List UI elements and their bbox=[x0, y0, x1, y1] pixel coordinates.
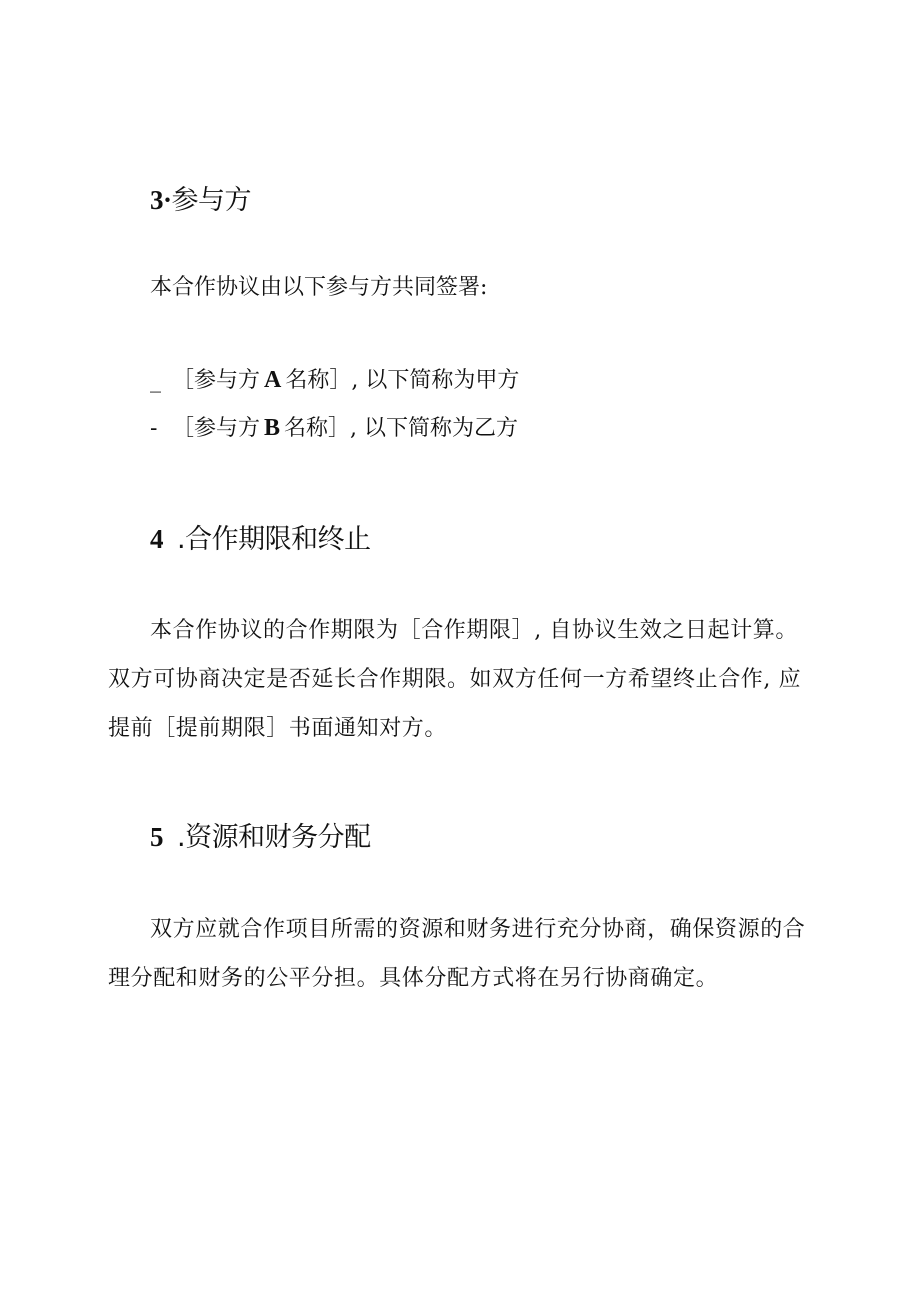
section-5-number: 5 bbox=[150, 822, 163, 852]
section-3-heading bbox=[150, 178, 251, 217]
section-4-line-3: 提前［提前期限］书面通知对方。 bbox=[108, 716, 448, 741]
party-b-item bbox=[150, 411, 518, 442]
section-4-number: 4 bbox=[150, 524, 163, 554]
section-4-line-2: 双方可协商决定是否延长合作期限。如双方任何一方希望终止合作, 应 bbox=[108, 667, 802, 692]
section-3-intro: 本合作协议由以下参与方共同签署: bbox=[150, 275, 488, 300]
party-a-text-after: 名称］, 以下简称为甲方 bbox=[285, 368, 520, 393]
party-b-text-before: ［参与方 bbox=[172, 416, 261, 441]
party-b-text-after: 名称］, 以下简称为乙方 bbox=[284, 416, 519, 441]
party-a-text-before: ［参与方 bbox=[172, 368, 261, 393]
section-5-heading bbox=[150, 815, 371, 854]
section-5-title: .资源和财务分配 bbox=[177, 822, 371, 853]
section-4-heading bbox=[150, 517, 371, 556]
section-4-line-1: 本合作协议的合作期限为［合作期限］, 自协议生效之日起计算。 bbox=[150, 618, 798, 643]
section-4-title: .合作期限和终止 bbox=[177, 524, 371, 555]
list-marker: - bbox=[150, 416, 158, 441]
section-3-number: 3· bbox=[150, 185, 172, 215]
section-5-line-1: 双方应就合作项目所需的资源和财务进行充分协商，确保资源的合 bbox=[150, 917, 806, 942]
party-a-item bbox=[150, 363, 519, 394]
section-3-title: 参与方 bbox=[171, 185, 252, 216]
list-marker: _ bbox=[150, 368, 161, 393]
party-a-letter: A bbox=[264, 367, 282, 393]
section-5-line-2: 理分配和财务的公平分担。具体分配方式将在另行协商确定。 bbox=[108, 966, 719, 991]
party-b-letter: B bbox=[264, 415, 281, 441]
